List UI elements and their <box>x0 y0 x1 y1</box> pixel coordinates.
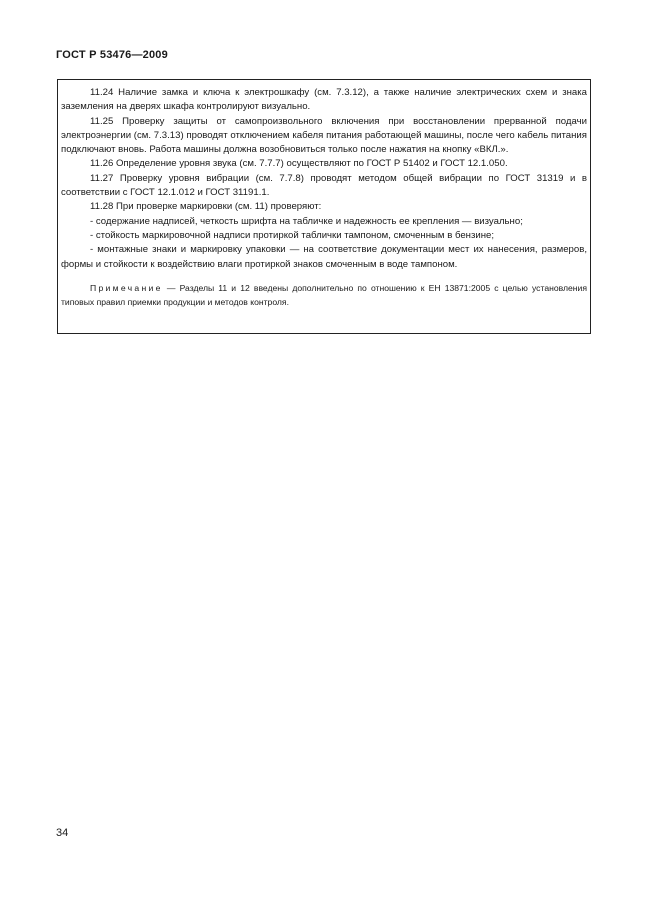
list-item-inscriptions: - содержание надписей, четкость шрифта на табличке и надежность ее крепления — визуально; <box>90 215 523 227</box>
document-header: ГОСТ Р 53476—2009 <box>56 49 168 61</box>
paragraph-11-28: 11.28 При проверке маркировки (см. 11) проверяют: <box>90 201 322 213</box>
paragraph-11-26: 11.26 Определение уровня звука (см. 7.7.7) осуществляют по ГОСТ Р 51402 и ГОСТ 12.1.050. <box>90 158 508 170</box>
note <box>61 281 587 309</box>
note-label: Примечание <box>90 282 163 293</box>
page-number: 34 <box>56 827 69 839</box>
paragraph-11-27: 11.27 Проверку уровня вибрации (см. 7.7.8) проводят методом общей вибрации по ГОСТ 31319 и в соответствии с ГОСТ 12.1.012 и ГОСТ 31191.1. <box>61 172 587 199</box>
note-text: — Разделы 11 и 12 введены дополнительно по отношению к ЕН 13871:2005 с целью установления типовых правил приемки продукции и методов контроля. <box>61 282 587 307</box>
content-frame <box>57 79 591 334</box>
list-item-marking-durability: - стойкость маркировочной надписи протиркой таблички тампоном, смоченным в бензине; <box>90 229 495 241</box>
paragraph-11-24: 11.24 Наличие замка и ключа к электрошкафу (см. 7.3.12), а также наличие электрических схем и знака заземления на дверях шкафа контролируют визуально. <box>61 87 587 113</box>
list-item-packaging-marks: - монтажные знаки и маркировку упаковки — на соответствие документации мест их нанесения, размеров, формы и стойкости к воздействию влаги протиркой знаков смоченным в воде тампоном. <box>61 244 587 270</box>
paragraph-11-25: 11.25 Проверку защиты от самопроизвольного включения при восстановлении прерванной подачи электроэнергии (см. 7.3.13) проводят отключением кабеля питания работающей машины, после чего кабель питания подключают вновь. Работа машины должна возобновиться только после нажатия на кнопку «ВКЛ.». <box>61 115 587 156</box>
